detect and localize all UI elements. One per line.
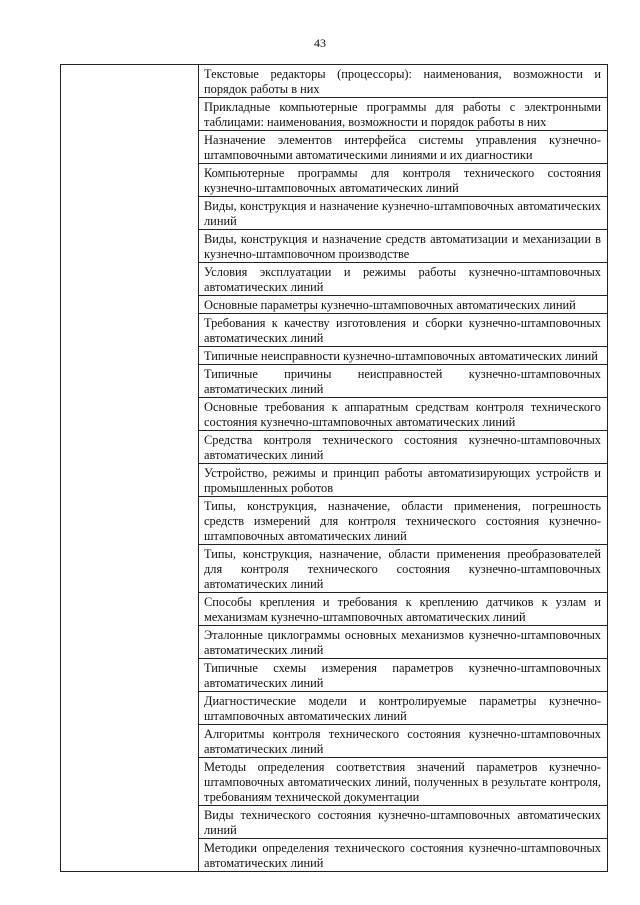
requirement-text: Компьютерные программы для контроля технического состояния кузнечно-штамповочных автоматических линий: [204, 166, 601, 195]
requirement-cell: [199, 464, 608, 497]
requirement-text: Алгоритмы контроля технического состояния кузнечно-штамповочных автоматических линий: [204, 727, 601, 756]
requirement-text: Типичные неисправности кузнечно-штамповочных автоматических линий: [204, 349, 598, 363]
requirement-cell: [199, 725, 608, 758]
requirement-cell: [199, 314, 608, 347]
requirement-text: Способы крепления и требования к креплению датчиков к узлам и механизмам кузнечно-штамповочных автоматических линий: [204, 595, 601, 624]
requirement-cell: [199, 131, 608, 164]
requirement-text: Методики определения технического состояния кузнечно-штамповочных автоматических линий: [204, 841, 601, 870]
left-column-cell: [61, 65, 199, 872]
requirement-cell: [199, 839, 608, 872]
requirement-text: Типы, конструкция, назначение, области применения преобразователей для контроля технического состояния кузнечно-штамповочных автоматических линий: [204, 547, 601, 591]
requirements-table: [60, 64, 608, 872]
requirement-cell: [199, 398, 608, 431]
requirement-text: Типичные причины неисправностей кузнечно-штамповочных автоматических линий: [204, 367, 601, 396]
requirement-cell: [199, 263, 608, 296]
requirement-text: Требования к качеству изготовления и сборки кузнечно-штамповочных автоматических линий: [204, 316, 601, 345]
requirement-cell: [199, 497, 608, 545]
requirement-text: Устройство, режимы и принцип работы автоматизирующих устройств и промышленных роботов: [204, 466, 601, 495]
requirement-text: Эталонные циклограммы основных механизмов кузнечно-штамповочных автоматических линий: [204, 628, 601, 657]
requirement-cell: [199, 593, 608, 626]
requirement-cell: [199, 347, 608, 365]
requirement-cell: [199, 659, 608, 692]
requirement-cell: [199, 164, 608, 197]
requirement-text: Основные требования к аппаратным средствам контроля технического состояния кузнечно-штамповочных автоматических линий: [204, 400, 601, 429]
requirement-text: Виды, конструкция и назначение кузнечно-штамповочных автоматических линий: [204, 199, 601, 228]
requirement-cell: [199, 626, 608, 659]
requirement-text: Прикладные компьютерные программы для работы с электронными таблицами: наименования, возможности и порядок работы в них: [204, 100, 601, 129]
requirement-text: Виды, конструкция и назначение средств автоматизации и механизации в кузнечно-штамповочном производстве: [204, 232, 601, 261]
requirement-text: Виды технического состояния кузнечно-штамповочных автоматических линий: [204, 808, 601, 837]
requirement-text: Текстовые редакторы (процессоры): наименования, возможности и порядок работы в них: [204, 67, 601, 96]
requirement-cell: [199, 365, 608, 398]
requirement-text: Средства контроля технического состояния кузнечно-штамповочных автоматических линий: [204, 433, 601, 462]
requirement-text: Методы определения соответствия значений параметров кузнечно-штамповочных автоматических линий, полученных в результате контроля, требованиям технической документации: [204, 760, 601, 804]
requirement-text: Типичные схемы измерения параметров кузнечно-штамповочных автоматических линий: [204, 661, 601, 690]
requirement-cell: [199, 98, 608, 131]
requirement-text: Типы, конструкция, назначение, области применения, погрешность средств измерений для контроля технического состояния кузнечно-штамповочных автоматических линий: [204, 499, 601, 543]
requirement-cell: [199, 806, 608, 839]
requirement-text: Условия эксплуатации и режимы работы кузнечно-штамповочных автоматических линий: [204, 265, 601, 294]
requirement-text: Назначение элементов интерфейса системы управления кузнечно-штамповочными автоматическими линиями и их диагностики: [204, 133, 601, 162]
requirement-cell: [199, 230, 608, 263]
table-row: [61, 65, 608, 98]
requirement-cell: [199, 65, 608, 98]
requirement-cell: [199, 758, 608, 806]
requirement-cell: [199, 692, 608, 725]
requirement-text: Основные параметры кузнечно-штамповочных автоматических линий: [204, 298, 576, 312]
requirement-cell: [199, 431, 608, 464]
page-number: 43: [314, 36, 326, 50]
requirement-cell: [199, 296, 608, 314]
requirement-text: Диагностические модели и контролируемые параметры кузнечно-штамповочных автоматических линий: [204, 694, 601, 723]
requirement-cell: [199, 545, 608, 593]
requirement-cell: [199, 197, 608, 230]
